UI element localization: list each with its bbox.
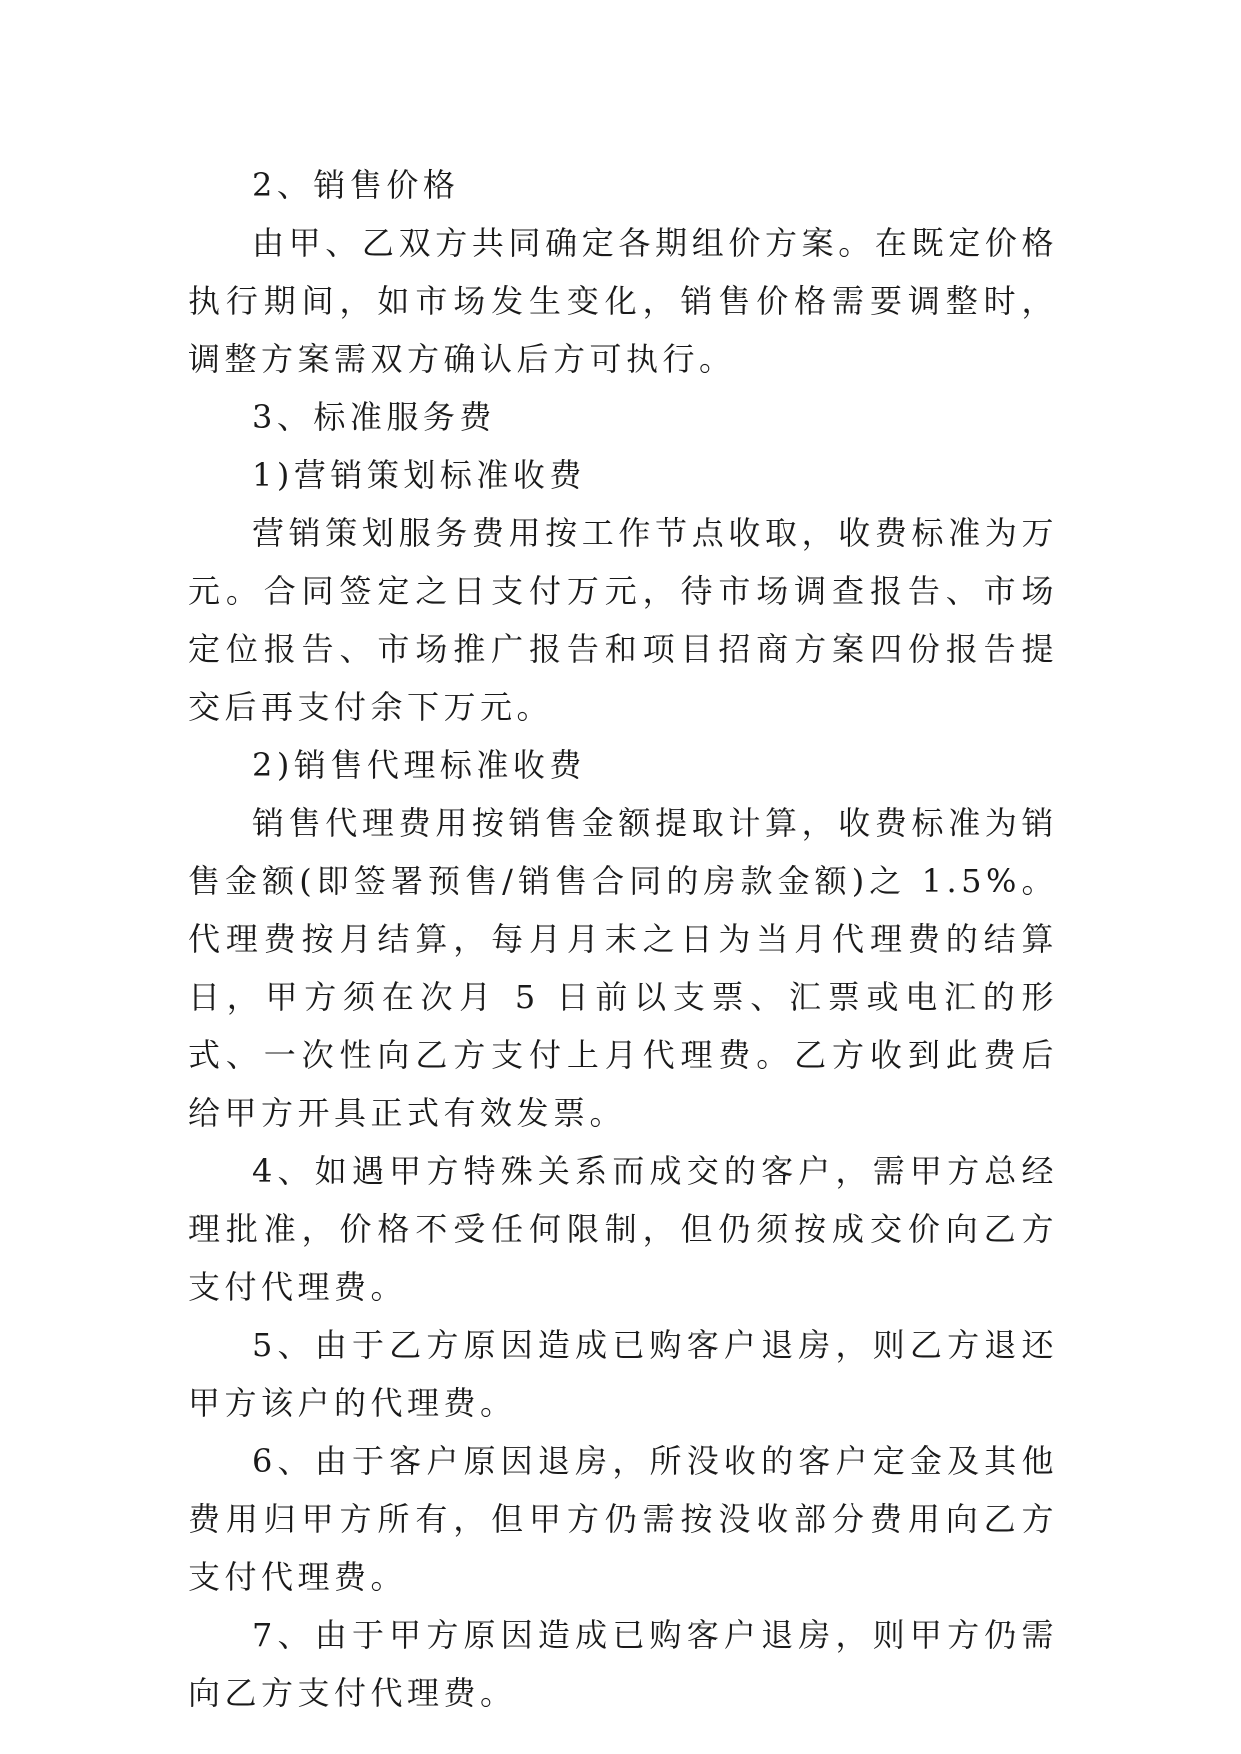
section-heading-sales-price: 2、销售价格 [252,166,460,204]
clause-6: 6、由于客户原因退房，所没收的客户定金及其他费用归甲方所有，但甲方仍需按没收部分费用向乙方支付代理费。 [188,1442,1058,1596]
section-heading-standard-fee: 3、标准服务费 [252,398,496,436]
subheading-marketing-fee: 1)营销策划标准收费 [252,456,586,494]
paragraph-marketing-fee: 营销策划服务费用按工作节点收取，收费标准为万元。合同签定之日支付万元，待市场调查报告、市场定位报告、市场推广报告和项目招商方案四份报告提交后再支付余下万元。 [188,514,1058,726]
clause-5: 5、由于乙方原因造成已购客户退房，则乙方退还甲方该户的代理费。 [188,1326,1058,1422]
clause-7: 7、由于甲方原因造成已购客户退房，则甲方仍需向乙方支付代理费。 [188,1616,1058,1712]
paragraph-agency-fee: 销售代理费用按销售金额提取计算，收费标准为销售金额(即签署预售/销售合同的房款金额)之 1.5%。代理费按月结算，每月月末之日为当月代理费的结算日，甲方须在次月 5 日前以支票、汇票或电汇的形式、一次性向乙方支付上月代理费。乙方收到此费后给甲方开具正式有效发票。 [188,804,1058,1132]
subheading-agency-fee: 2)销售代理标准收费 [252,746,586,784]
paragraph-sales-price: 由甲、乙双方共同确定各期组价方案。在既定价格执行期间，如市场发生变化，销售价格需要调整时，调整方案需双方确认后方可执行。 [188,224,1058,378]
document-body [188,156,1058,1722]
clause-4: 4、如遇甲方特殊关系而成交的客户，需甲方总经理批准，价格不受任何限制，但仍须按成交价向乙方支付代理费。 [188,1152,1058,1306]
